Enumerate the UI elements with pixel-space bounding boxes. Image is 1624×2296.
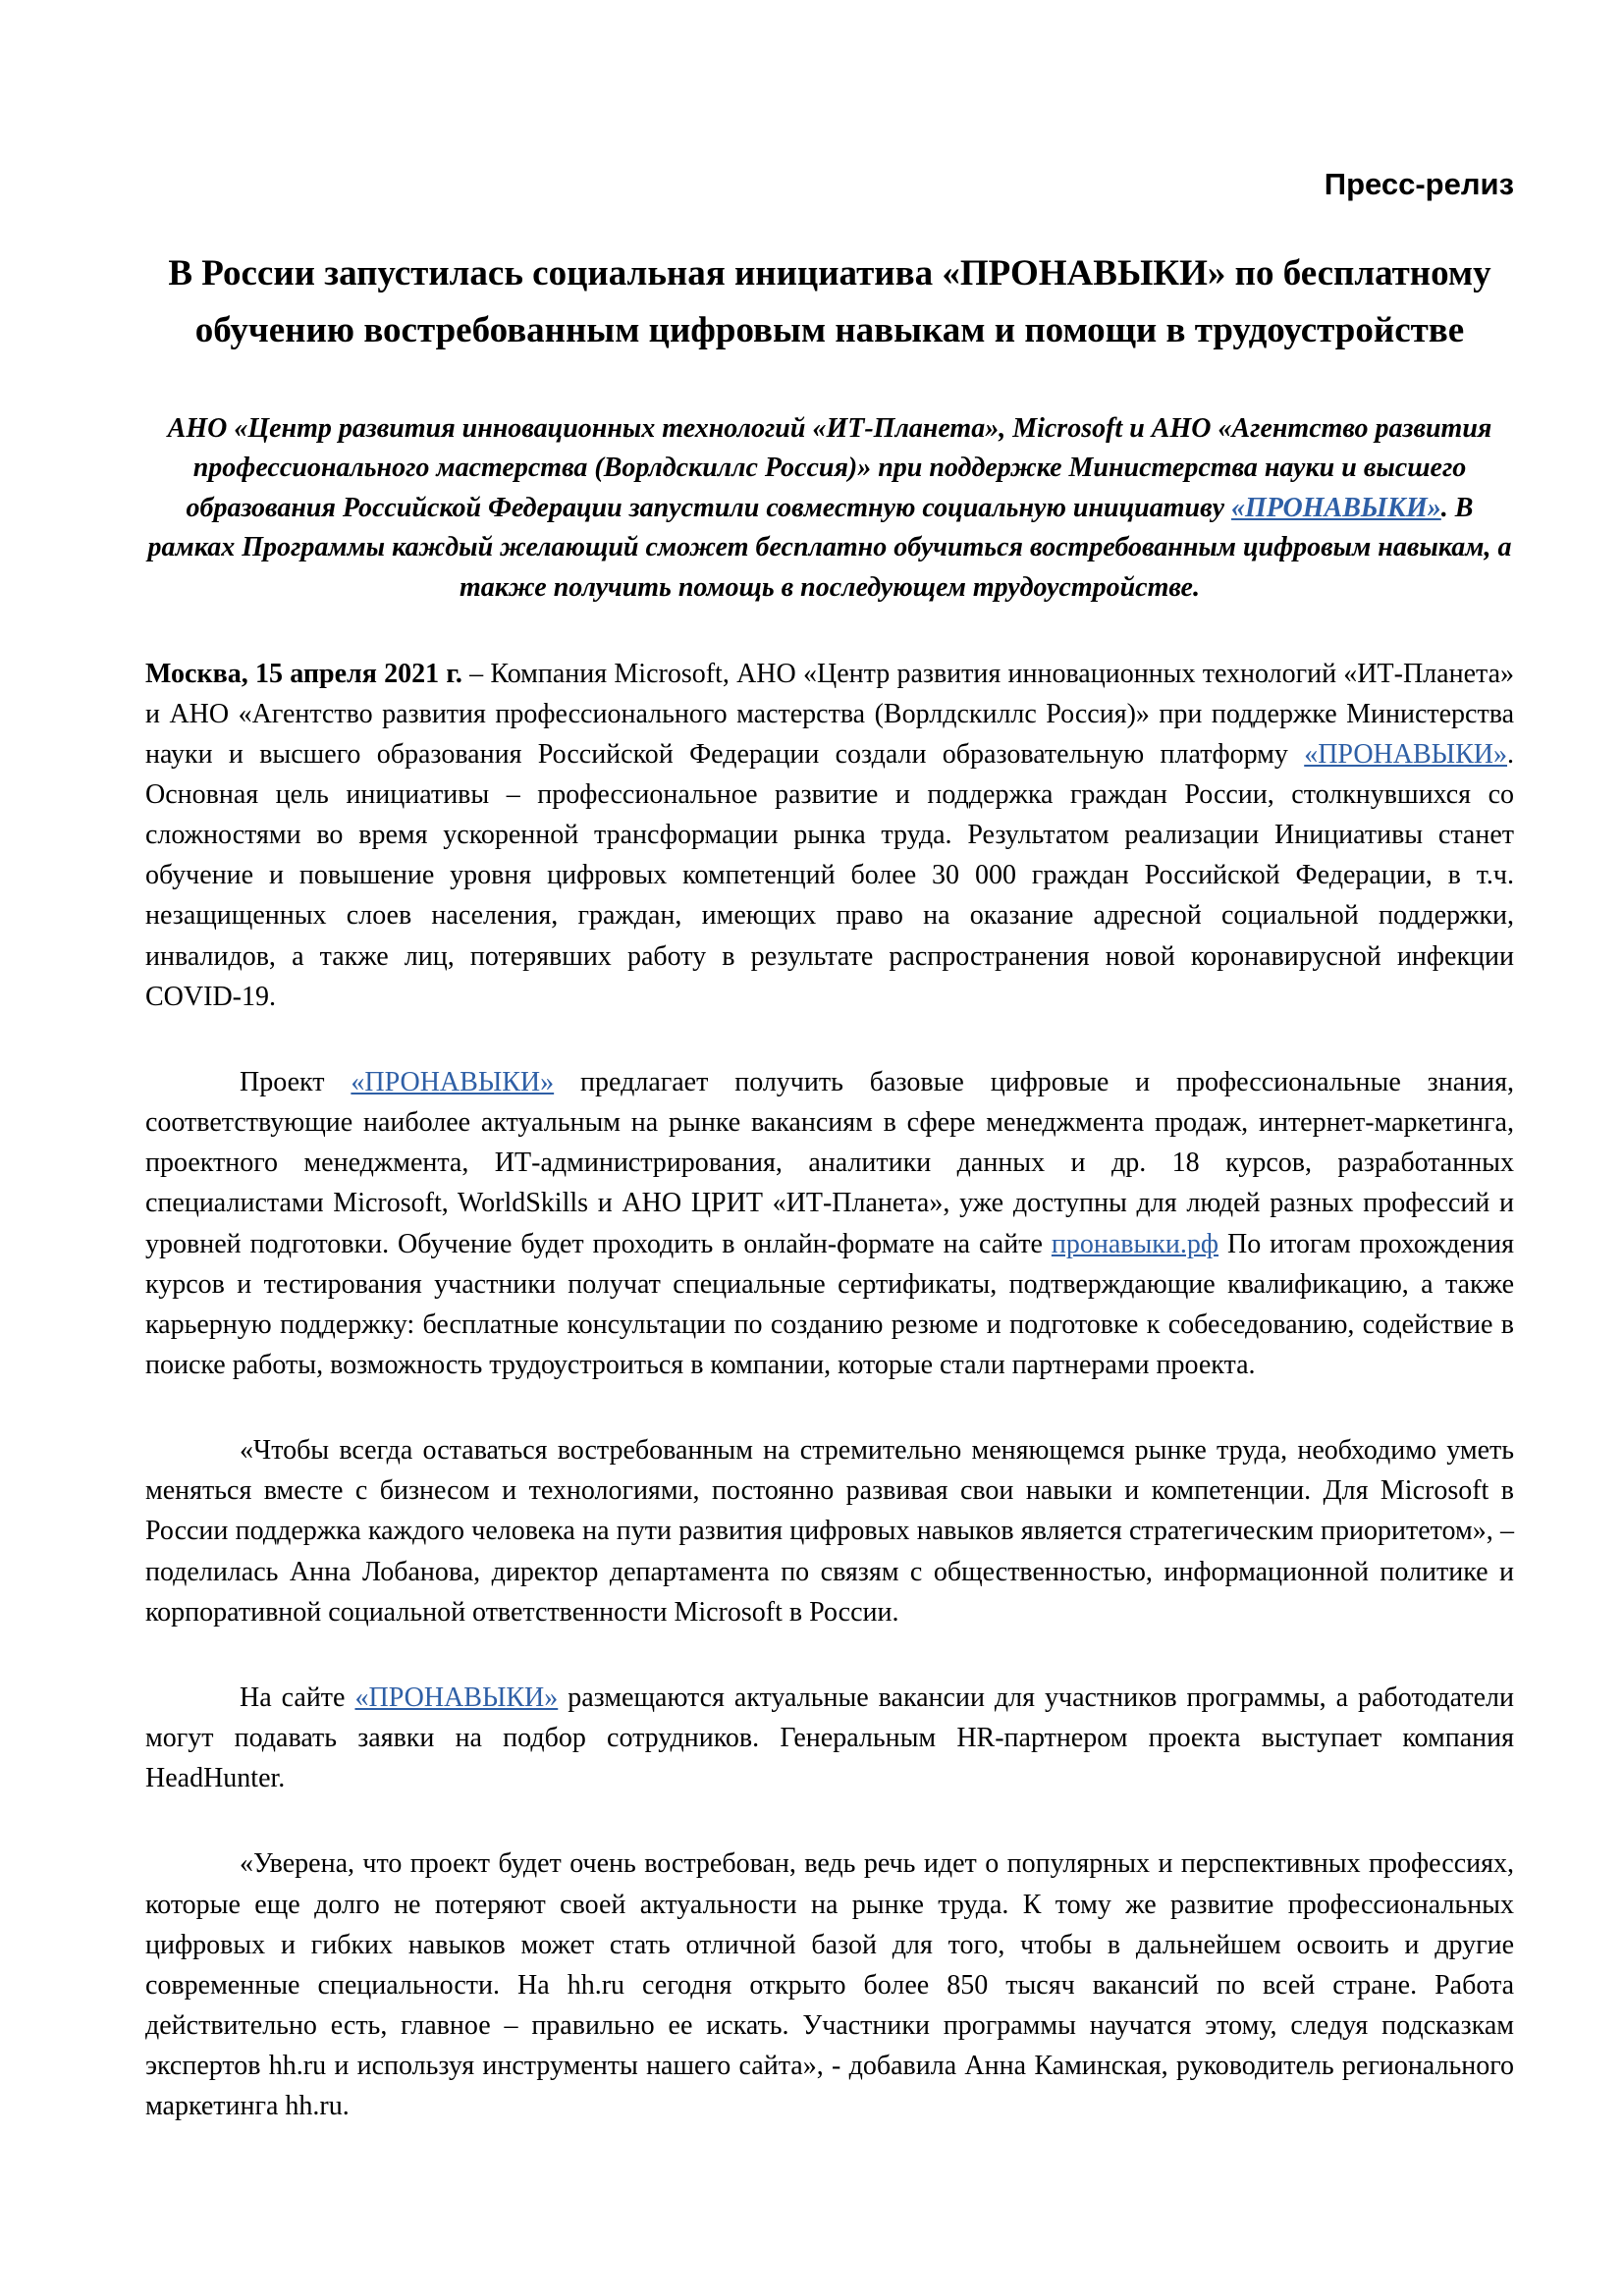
- document-title: В России запустилась социальная инициатива «ПРОНАВЫКИ» по бесплатному обучению востребованным цифровым навыкам и помощи в трудоустройстве: [168, 252, 1491, 351]
- body-paragraph: [145, 1430, 1514, 1632]
- body-paragraph: [145, 1678, 1514, 1798]
- text-run: На сайте: [240, 1682, 355, 1713]
- text-run: . Основная цель инициативы – профессиональное развитие и поддержка граждан России, столкнувшихся со сложностями во время ускоренной трансформации рынка труда. Результатом реализации Инициативы станет обучение и повышение уровня цифровых компетенций более 30 000 граждан Российской Федерации, в т.ч. незащищенных слоев населения, граждан, имеющих право на оказание адресной социальной поддержки, инвалидов, а также лиц, потерявших работу в результате распространения новой коронавирусной инфекции COVID-19.: [145, 738, 1514, 1012]
- pronavyki-link-3[interactable]: «ПРОНАВЫКИ»: [354, 1682, 559, 1713]
- text-run: предлагает получить базовые цифровые и профессиональные знания, соответствующие наиболее актуальным на рынке вакансиям в сфере менеджмента продаж, интернет-маркетинга, проектного менеджмента, ИТ-администрирования, аналитики данных и др. 18 курсов, разработанных специалистами Microsoft, WorldSkills и АНО ЦРИТ «ИТ-Планета», уже доступны для людей разных профессий и уровней подготовки. Обучение будет проходить в онлайн-формате на сайте: [145, 1066, 1514, 1259]
- body-paragraph: [145, 1843, 1514, 2126]
- pronavyki-site-link[interactable]: пронавыки.рф: [1051, 1228, 1219, 1259]
- pronavyki-link-2[interactable]: «ПРОНАВЫКИ»: [351, 1066, 555, 1097]
- body-paragraph: [145, 1062, 1514, 1385]
- text-run: Проект: [240, 1066, 352, 1097]
- text-run: По итогам прохождения курсов и тестирования участники получат специальные сертификаты, подтверждающие квалификацию, а также карьерную поддержку: бесплатные консультации по созданию резюме и подготовке к собеседованию, содействие в поиске работы, возможность трудоустроиться в компании, которые стали партнерами проекта.: [145, 1228, 1515, 1381]
- pronavyki-link-lead[interactable]: «ПРОНАВЫКИ»: [1231, 492, 1441, 523]
- text-run: «Чтобы всегда оставаться востребованным на стремительно меняющемся рынке труда, необходимо уметь меняться вместе с бизнесом и технологиями, постоянно развивая свои навыки и компетенции. Для Microsoft в России поддержка каждого человека на пути развития цифровых навыков является стратегическим приоритетом», – поделилась Анна Лобанова, директор департамента по связям с общественностью, информационной политике и корпоративной социальной ответственности Microsoft в России.: [145, 1435, 1514, 1628]
- text-run: «Уверена, что проект будет очень востребован, ведь речь идет о популярных и перспективных профессиях, которые еще долго не потеряют своей актуальности на рынке труда. К тому же развитие профессиональных цифровых и гибких навыков может стать отличной базой для того, чтобы в дальнейшем освоить и другие современные специальности. На hh.ru сегодня открыто более 850 тысяч вакансий по всей стране. Работа действительно есть, главное – правильно ее искать. Участники программы научатся этому, следуя подсказкам экспертов hh.ru и используя инструменты нашего сайта», - добавила Анна Каминская, руководитель регионального маркетинга hh.ru.: [145, 1848, 1514, 2122]
- text-run: размещаются актуальные вакансии для участников программы, а работодатели могут подавать заявки на подбор сотрудников. Генеральным HR-партнером проекта выступает компания HeadHunter.: [145, 1682, 1514, 1794]
- document-body: [145, 654, 1514, 2127]
- lead-paragraph: [145, 409, 1514, 609]
- body-paragraph: [145, 654, 1514, 1017]
- press-release-label: Пресс-релиз: [1324, 167, 1514, 201]
- text-run: АНО «Центр развития инновационных технологий «ИТ-Планета», Microsoft и АНО «Агентство развития профессионального мастерства (Ворлдскиллс Россия)» при поддержке Министерства науки и высшего образования Российской Федерации запустили совместную социальную инициативу: [167, 412, 1492, 523]
- text-run: – Компания Microsoft, АНО «Центр развития инновационных технологий «ИТ-Планета» и АНО «Агентство развития профессионального мастерства (Ворлдскиллс Россия)» при поддержке Министерства науки и высшего образования Российской Федерации создали образовательную платформу: [145, 658, 1514, 770]
- text-run: . В рамках Программы каждый желающий сможет бесплатно обучиться востребованным цифровым навыкам, а также получить помощь в последующем трудоустройстве.: [147, 492, 1512, 603]
- pronavyki-link-1[interactable]: «ПРОНАВЫКИ»: [1304, 738, 1507, 770]
- text-run: Москва, 15 апреля 2021 г.: [145, 658, 462, 689]
